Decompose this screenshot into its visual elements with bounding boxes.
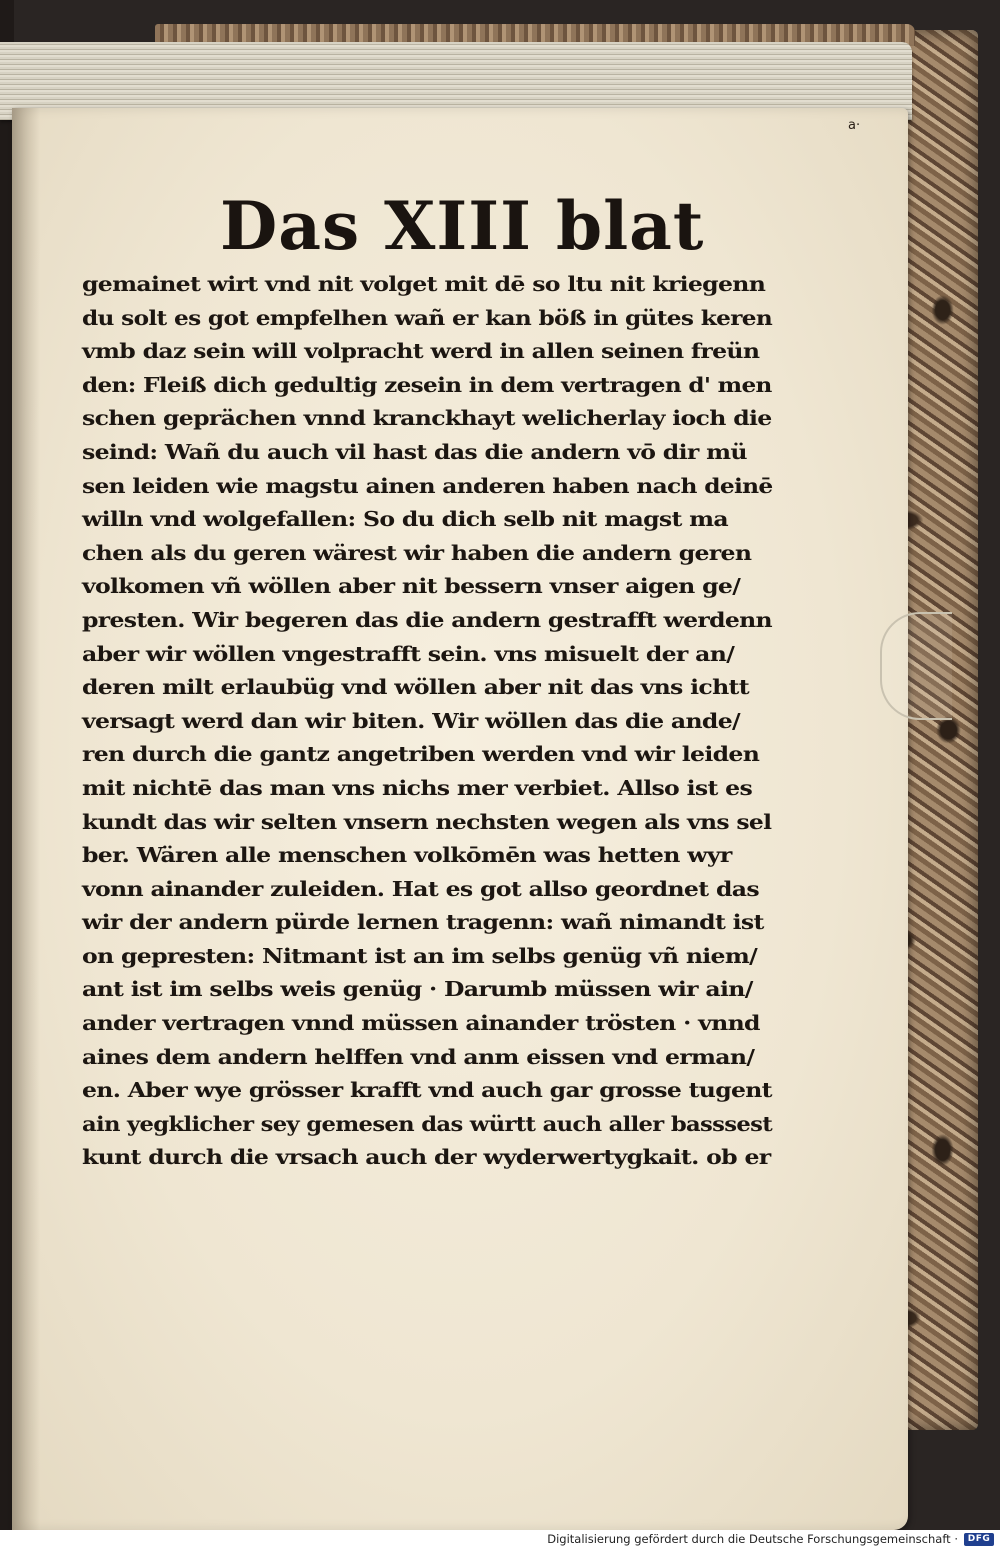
text-line: vmb daz sein will volpracht werd in allen seinen freün (82, 339, 760, 364)
dfg-logo: DFG (964, 1533, 994, 1546)
text-line: ren durch die gantz angetriben werden vnd wir leiden (82, 742, 760, 767)
text-line: ander vertragen vnnd müssen ainander trösten · vnnd (82, 1011, 760, 1036)
text-line: kunt durch die vrsach auch der wyderwertygkait. ob er (82, 1145, 771, 1170)
text-line: den: Fleiß dich gedultig zesein in dem vertragen d' men (82, 372, 772, 397)
text-line: on gepresten: Nitmant ist an im selbs genüg vñ niem/ (82, 943, 758, 968)
text-line: versagt werd dan wir biten. Wir wöllen das die ande/ (82, 708, 740, 733)
signature-mark: a· (848, 118, 861, 133)
footer-bar (0, 1530, 1000, 1550)
text-line: ber. Wären alle menschen volkōmēn was hetten wyr (82, 843, 732, 868)
text-line: aber wir wöllen vngestrafft sein. vns misuelt der an/ (82, 641, 735, 666)
text-line: seind: Wañ du auch vil hast das die andern vō dir mü (82, 439, 747, 464)
page-gutter-shadow (12, 108, 40, 1530)
text-line: schen geprächen vnnd kranckhayt welicherlay ioch die (82, 406, 772, 431)
text-line: en. Aber wye grösser krafft vnd auch gar grosse tugent (82, 1078, 772, 1103)
body-text (82, 268, 772, 1175)
text-line: willn vnd wolgefallen: So du dich selb nit magst ma (82, 507, 729, 532)
text-line: presten. Wir begeren das die andern gestrafft werdenn (82, 607, 772, 632)
text-line: chen als du geren wärest wir haben die andern geren (82, 540, 752, 565)
text-line: volkomen vñ wöllen aber nit bessern vnser aigen ge/ (82, 574, 741, 599)
clasp-loop (880, 612, 952, 720)
page-heading: Das XIII blat (220, 187, 705, 265)
text-line: ant ist im selbs weis genüg · Darumb müssen wir ain/ (82, 977, 753, 1002)
text-line: kundt das wir selten vnsern nechsten wegen als vns sel (82, 809, 772, 834)
text-line: deren milt erlaubüg vnd wöllen aber nit das vns ichtt (82, 675, 749, 700)
text-line: vonn ainander zuleiden. Hat es got allso geordnet das (82, 876, 759, 901)
text-line: du solt es got empfelhen wañ er kan böß in gütes keren (82, 305, 773, 330)
text-line: gemainet wirt vnd nit volget mit dē so ltu nit kriegenn (82, 272, 766, 296)
text-line: sen leiden wie magstu ainen anderen haben nach deinē (82, 473, 773, 498)
text-line: wir der andern pürde lernen tragenn: wañ nimandt ist (82, 910, 764, 935)
funding-credit: Digitalisierung gefördert durch die Deutsche Forschungsgemeinschaft · (547, 1532, 958, 1546)
text-line: aines dem andern helffen vnd anm eissen vnd erman/ (82, 1044, 755, 1069)
text-line: ain yegklicher sey gemesen das württ auch aller basssest (82, 1111, 773, 1136)
text-line: mit nichtē das man vns nichs mer verbiet. Allso ist es (82, 775, 753, 800)
